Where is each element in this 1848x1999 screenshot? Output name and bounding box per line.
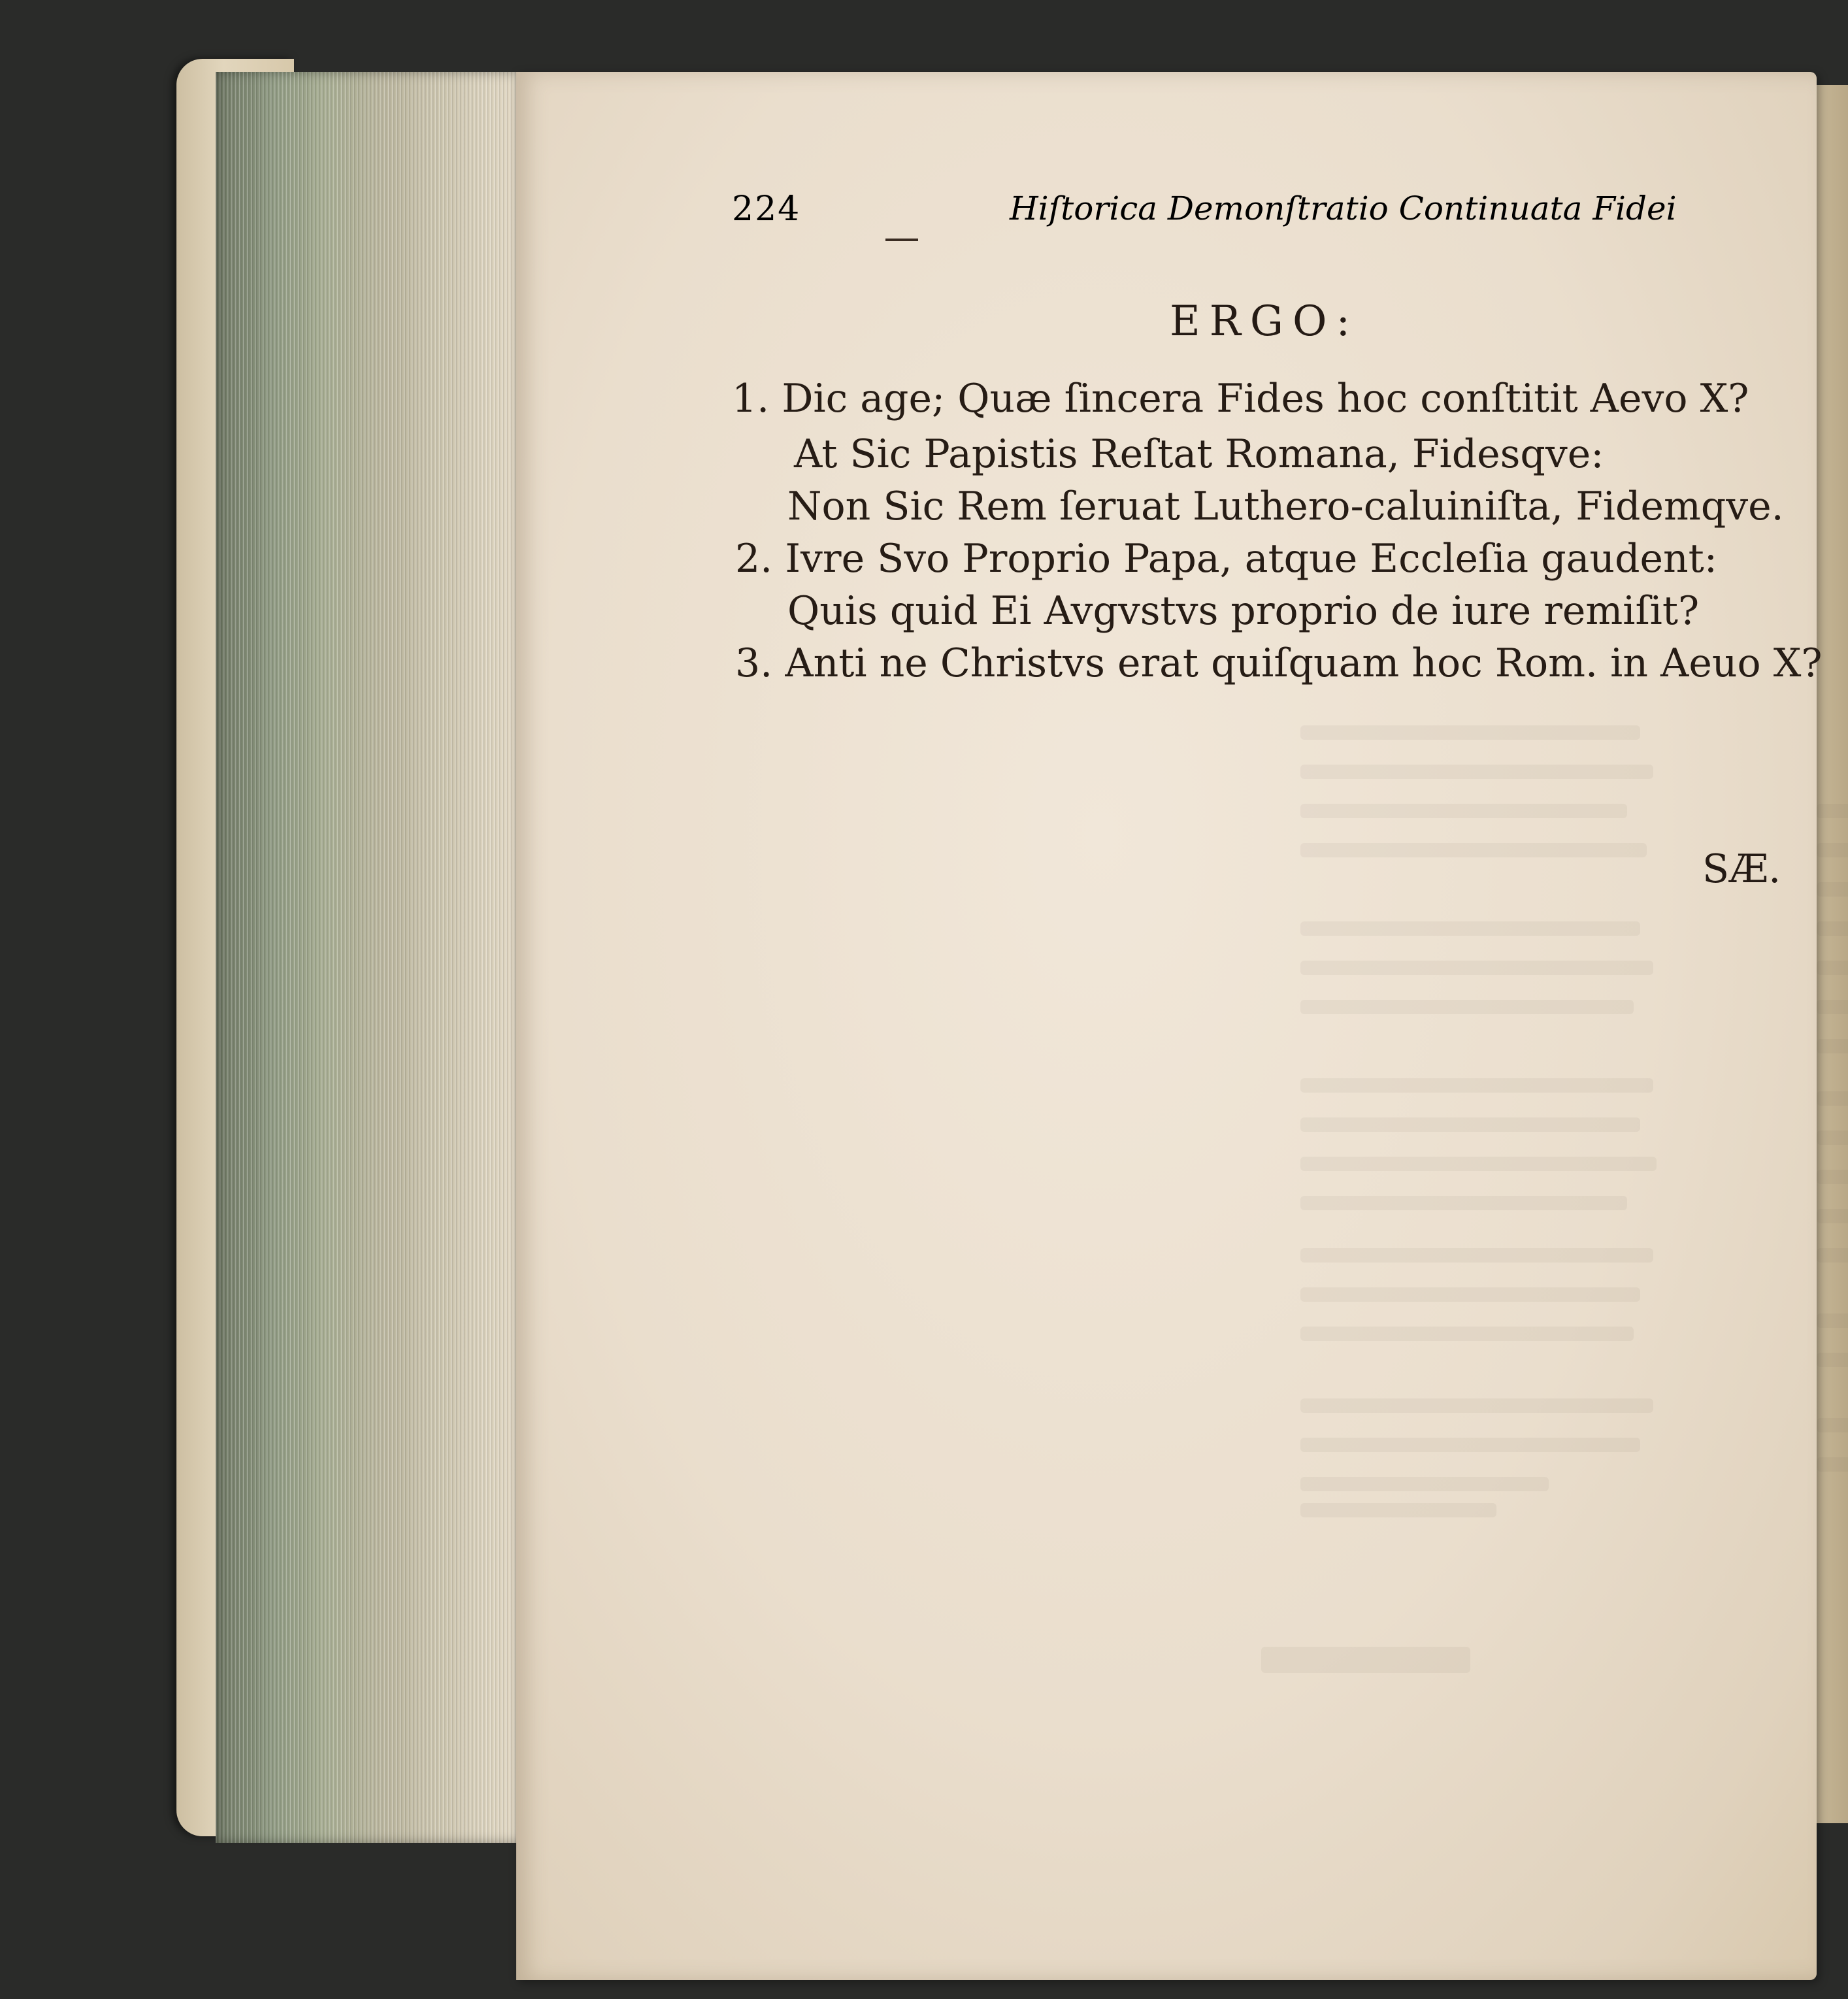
show-through-text [1300, 804, 1627, 818]
show-through-text [1300, 1196, 1627, 1210]
show-through-text [1817, 921, 1848, 936]
show-through-text [1300, 1157, 1657, 1171]
show-through-text [1300, 725, 1640, 740]
show-through-text [1817, 1000, 1848, 1014]
verse-line-6: 3. Anti ne Christvs erat quiſquam hoc Rom. in Aeuo X? [735, 640, 1823, 686]
show-through-text [1817, 1039, 1848, 1053]
show-through-text [1817, 1313, 1848, 1328]
page-block-edges [216, 72, 523, 1843]
show-through-text [1817, 1353, 1848, 1367]
show-through-text [1817, 1209, 1848, 1223]
section-heading: ERGO: [1170, 297, 1360, 346]
show-through-text [1300, 843, 1647, 857]
show-through-text [1817, 1457, 1848, 1472]
show-through-text [1300, 1248, 1653, 1263]
show-through-text [1300, 961, 1653, 975]
show-through-text [1817, 882, 1848, 897]
catchword: SÆ. [1702, 846, 1781, 892]
show-through-text [1300, 1477, 1549, 1491]
show-through-text [1300, 1398, 1653, 1413]
show-through-text [1300, 1438, 1640, 1452]
verse-line-3: Non Sic Rem ſeruat Luthero-caluiniſta, Fidemqve. [787, 484, 1784, 529]
show-through-text [1817, 1131, 1848, 1145]
show-through-text [1261, 1647, 1470, 1673]
page-number: 224 [732, 190, 801, 229]
show-through-text [1300, 1078, 1653, 1093]
show-through-text [1300, 1503, 1496, 1517]
show-through-text [1300, 921, 1640, 936]
show-through-text [1817, 843, 1848, 857]
verse-line-1: 1. Dic age; Quæ ſincera Fides hoc conſtitit Aevo X? [732, 376, 1749, 421]
show-through-text [1300, 1287, 1640, 1302]
book-page [516, 72, 1817, 1980]
show-through-text [1300, 1000, 1634, 1014]
show-through-text [1817, 1248, 1848, 1263]
verse-line-4: 2. Ivre Svo Proprio Papa, atque Eccleſia gaudent: [735, 536, 1717, 582]
show-through-text [1300, 765, 1653, 779]
show-through-text [1817, 1170, 1848, 1184]
show-through-text [1300, 1327, 1634, 1341]
header-rule [885, 239, 918, 241]
show-through-text [1817, 961, 1848, 975]
verse-line-5: Quis quid Ei Avgvstvs proprio de iure remiſit? [787, 588, 1700, 634]
show-through-text [1817, 1091, 1848, 1106]
verse-line-2: At Sic Papistis Reſtat Romana, Fidesqve: [794, 431, 1604, 477]
show-through-text [1300, 1117, 1640, 1132]
show-through-text [1817, 804, 1848, 818]
running-title: Hiſtorica Demonſtratio Continuata Fidei [1010, 190, 1677, 227]
show-through-text [1817, 1418, 1848, 1432]
